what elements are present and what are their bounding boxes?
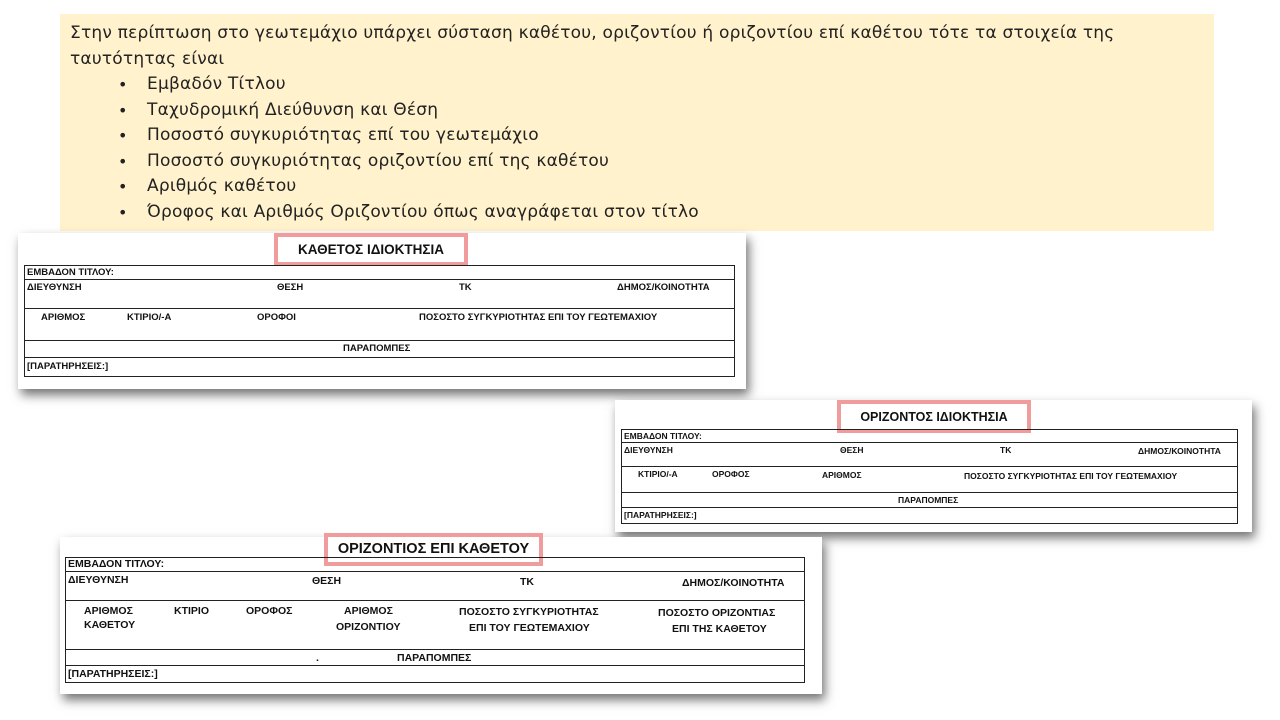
remarks-label: [ΠΑΡΑΤΗΡΗΣΕΙΣ:]	[68, 668, 158, 680]
note-item-share-vertical: • Ποσοστό συγκυριότητας οριζοντίου επί της καθέτου	[118, 149, 1204, 175]
position-label: ΘΕΣΗ	[840, 445, 864, 455]
share-plot-label-2: ΕΠΙ ΤΟΥ ΓΕΩΤΕΜΑΧΙΟΥ	[469, 622, 590, 634]
title-area-label: ΕΜΒΑΔΟΝ ΤΙΤΛΟΥ:	[27, 267, 114, 278]
references-dot: .	[316, 652, 319, 664]
remarks-row	[621, 508, 1238, 524]
title-area-row	[621, 429, 1238, 443]
postcode-label: ΤΚ	[459, 282, 472, 293]
horizontal-number-label-2: ΟΡΙΖΟΝΤΙΟΥ	[336, 621, 401, 633]
note-list	[70, 72, 1204, 225]
postcode-label: ΤΚ	[1000, 445, 1012, 455]
address-row	[621, 443, 1238, 467]
identification-row	[65, 601, 805, 650]
note-item-vertical-number: • Αριθμός καθέτου	[118, 174, 1204, 200]
share-vertical-label-1: ΠΟΣΟΣΤΟ ΟΡΙΖΟΝΤΙΑΣ	[658, 607, 776, 619]
share-label: ΠΟΣΟΣΤΟ ΣΥΓΚΥΡΙΟΤΗΤΑΣ ΕΠΙ ΤΟΥ ΓΕΩΤΕΜΑΧΙΟΥ	[964, 471, 1178, 481]
remarks-row	[65, 666, 805, 683]
remarks-label: [ΠΑΡΑΤΗΡΗΣΕΙΣ:]	[27, 361, 109, 372]
remarks-label: [ΠΑΡΑΤΗΡΗΣΕΙΣ:]	[624, 510, 697, 520]
position-label: ΘΕΣΗ	[277, 282, 304, 293]
postcode-label: ΤΚ	[520, 576, 534, 588]
references-label: ΠΑΡΑΠΟΜΠΕΣ	[397, 652, 472, 664]
number-label: ΑΡΙΘΜΟΣ	[822, 470, 862, 480]
note-item-title-area: • Εμβαδόν Τίτλου	[118, 72, 1204, 98]
share-label: ΠΟΣΟΣΤΟ ΣΥΓΚΥΡΙΟΤΗΤΑΣ ΕΠΙ ΤΟΥ ΓΕΩΤΕΜΑΧΙΟΥ	[419, 312, 658, 323]
form-title: ΚΑΘΕΤΟΣ ΙΔΙΟΚΤΗΣΙΑ	[274, 233, 468, 266]
share-plot-label-1: ΠΟΣΟΣΤΟ ΣΥΓΚΥΡΙΟΤΗΤΑΣ	[459, 606, 599, 618]
title-area-label: ΕΜΒΑΔΟΝ ΤΙΤΛΟΥ:	[624, 431, 702, 441]
title-area-row	[65, 557, 805, 572]
explanation-note	[60, 14, 1214, 231]
building-label: ΚΤΙΡΙΟ/-Α	[638, 469, 678, 479]
note-item-floor-number: • Όροφος και Αριθμός Οριζοντίου όπως αναγράφεται στον τίτλο	[118, 200, 1204, 226]
address-row	[65, 572, 805, 601]
remarks-row	[24, 358, 735, 377]
horizontal-on-vertical-form	[60, 537, 822, 694]
municipality-label: ΔΗΜΟΣ/ΚΟΙΝΟΤΗΤΑ	[617, 282, 710, 293]
share-vertical-label-2: ΕΠΙ ΤΗΣ ΚΑΘΕΤΟΥ	[672, 623, 767, 635]
floor-label: ΟΡΟΦΟΣ	[712, 469, 750, 479]
floor-label: ΟΡΟΦΟΣ	[246, 605, 293, 617]
title-area-label: ΕΜΒΑΔΟΝ ΤΙΤΛΟΥ:	[68, 558, 165, 570]
municipality-label: ΔΗΜΟΣ/ΚΟΙΝΟΤΗΤΑ	[1138, 446, 1221, 456]
note-item-address: • Ταχυδρομική Διεύθυνση και Θέση	[118, 98, 1204, 124]
references-label: ΠΑΡΑΠΟΜΠΕΣ	[898, 495, 959, 505]
form-title: ΟΡΙΖΟΝΤΙΟΣ ΕΠΙ ΚΑΘΕΤΟΥ	[324, 533, 543, 566]
address-label: ΔΙΕΥΘΥΝΣΗ	[27, 282, 82, 293]
municipality-label: ΔΗΜΟΣ/ΚΟΙΝΟΤΗΤΑ	[682, 577, 785, 589]
building-label: ΚΤΙΡΙΟ	[174, 605, 210, 617]
title-area-row	[24, 265, 735, 280]
references-row	[24, 341, 735, 358]
note-item-share-plot: • Ποσοστό συγκυριότητας επί του γεωτεμάχιο	[118, 123, 1204, 149]
building-label: ΚΤΙΡΙΟ/-Α	[127, 312, 172, 323]
address-label: ΔΙΕΥΘΥΝΣΗ	[624, 445, 673, 455]
floors-label: ΟΡΟΦΟΙ	[257, 312, 296, 323]
identification-row	[621, 467, 1238, 493]
note-intro: Στην περίπτωση στο γεωτεμάχιο υπάρχει σύσταση καθέτου, οριζοντίου ή οριζοντίου επί καθέτου τότε τα στοιχεία της ταυτότητας είναι	[70, 23, 1115, 69]
references-label: ΠΑΡΑΠΟΜΠΕΣ	[343, 343, 411, 354]
horizontal-property-form	[615, 400, 1252, 532]
horizontal-number-label-1: ΑΡΙΘΜΟΣ	[344, 605, 393, 617]
vertical-number-label-2: ΚΑΘΕΤΟΥ	[84, 619, 136, 631]
address-row	[24, 280, 735, 309]
vertical-number-label-1: ΑΡΙΘΜΟΣ	[84, 605, 133, 617]
vertical-property-form	[18, 233, 746, 389]
form-title: ΟΡΙΖΟΝΤΟΣ ΙΔΙΟΚΤΗΣΙΑ	[837, 400, 1031, 433]
references-row	[65, 650, 805, 666]
address-label: ΔΙΕΥΘΥΝΣΗ	[68, 574, 129, 586]
number-label: ΑΡΙΘΜΟΣ	[41, 312, 86, 323]
references-row	[621, 493, 1238, 508]
identification-row	[24, 309, 735, 341]
position-label: ΘΕΣΗ	[312, 575, 342, 587]
